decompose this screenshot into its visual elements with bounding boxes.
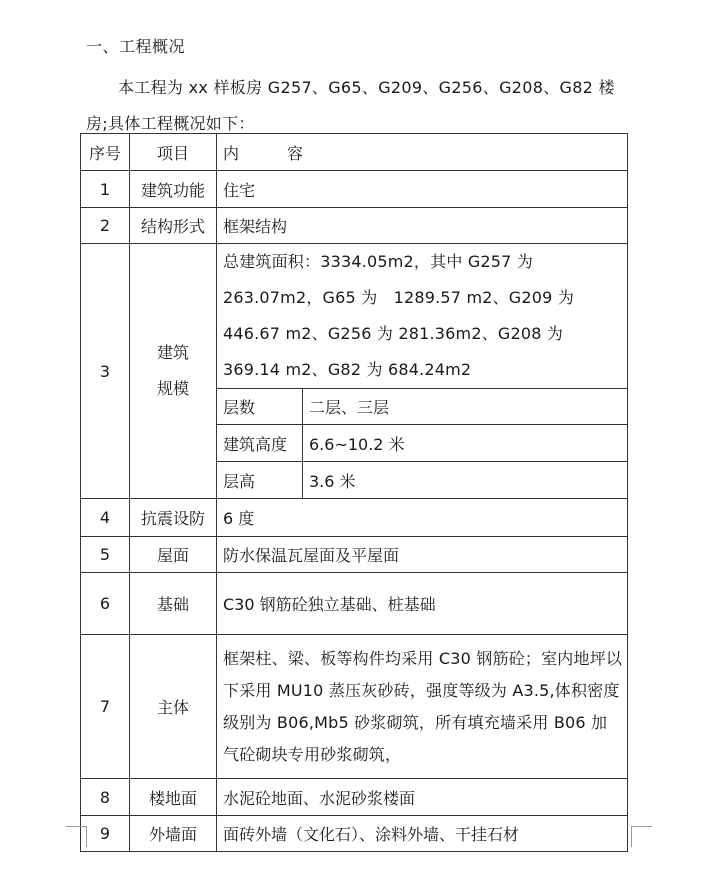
row-index: 5 xyxy=(81,537,130,573)
row-item xyxy=(130,244,217,499)
page-corner-mark xyxy=(66,826,87,847)
row-item: 基础 xyxy=(130,573,217,635)
table-row xyxy=(81,499,628,537)
row-item: 建筑功能 xyxy=(130,171,217,208)
table-row xyxy=(81,573,628,635)
row-item-line: 规模 xyxy=(156,379,189,398)
row-content: 防水保温瓦屋面及平屋面 xyxy=(217,537,628,573)
project-overview-table xyxy=(80,133,628,852)
row-content: 水泥砼地面、水泥砂浆楼面 xyxy=(217,779,628,816)
row-content: 总建筑面积：3334.05m2，其中 G257 为 263.07m2，G65 为 1289.57 m2、G209 为 446.67 m2、G256 为 281.36m2、G208 为 369.14 m2、G82 为 684.24m2 xyxy=(217,244,628,389)
row-index: 1 xyxy=(81,171,130,208)
row-item: 屋面 xyxy=(130,537,217,573)
table-row xyxy=(81,208,628,244)
row-item: 主体 xyxy=(130,635,217,779)
table-row xyxy=(81,537,628,573)
row-index: 7 xyxy=(81,635,130,779)
header-item: 项目 xyxy=(130,134,217,171)
sub-label: 层数 xyxy=(217,389,303,425)
row-content: 框架结构 xyxy=(217,208,628,244)
sub-value: 二层、三层 xyxy=(303,389,628,425)
table-row xyxy=(81,816,628,852)
row-index: 9 xyxy=(81,816,130,852)
row-index: 3 xyxy=(81,244,130,499)
row-index: 8 xyxy=(81,779,130,816)
table-row xyxy=(81,779,628,816)
row-item: 楼地面 xyxy=(130,779,217,816)
row-item-line: 建筑 xyxy=(156,343,189,362)
row-content: 6 度 xyxy=(217,499,628,537)
sub-label: 建筑高度 xyxy=(217,425,303,462)
sub-label: 层高 xyxy=(217,462,303,499)
table-row xyxy=(81,635,628,779)
row-content: 住宅 xyxy=(217,171,628,208)
header-content: 内 容 xyxy=(217,134,628,171)
row-content: 框架柱、梁、板等构件均采用 C30 钢筋砼；室内地坪以下采用 MU10 蒸压灰砂砖，强度等级为 A3.5,体积密度级别为 B06,Mb5 砂浆砌筑，所有填充墙采用 B06 加气砼砌块专用砂浆砌筑， xyxy=(217,635,628,779)
row-item: 抗震设防 xyxy=(130,499,217,537)
row-item: 外墙面 xyxy=(130,816,217,852)
table-header-row xyxy=(81,134,628,171)
intro-paragraph: 本工程为 xx 样板房 G257、G65、G209、G256、G208、G82 楼房;具体工程概况如下： xyxy=(86,78,615,133)
table-row xyxy=(81,244,628,389)
header-index: 序号 xyxy=(81,134,130,171)
row-content: C30 钢筋砼独立基础、桩基础 xyxy=(217,573,628,635)
row-content: 面砖外墙（文化石）、涂料外墙、干挂石材 xyxy=(217,816,628,852)
row-item: 结构形式 xyxy=(130,208,217,244)
row-index: 2 xyxy=(81,208,130,244)
row-index: 4 xyxy=(81,499,130,537)
table-row xyxy=(81,171,628,208)
sub-value: 6.6~10.2 米 xyxy=(303,425,628,462)
page-corner-mark xyxy=(631,826,652,847)
sub-value: 3.6 米 xyxy=(303,462,628,499)
row-index: 6 xyxy=(81,573,130,635)
section-heading: 一、工程概况 xyxy=(86,37,186,56)
